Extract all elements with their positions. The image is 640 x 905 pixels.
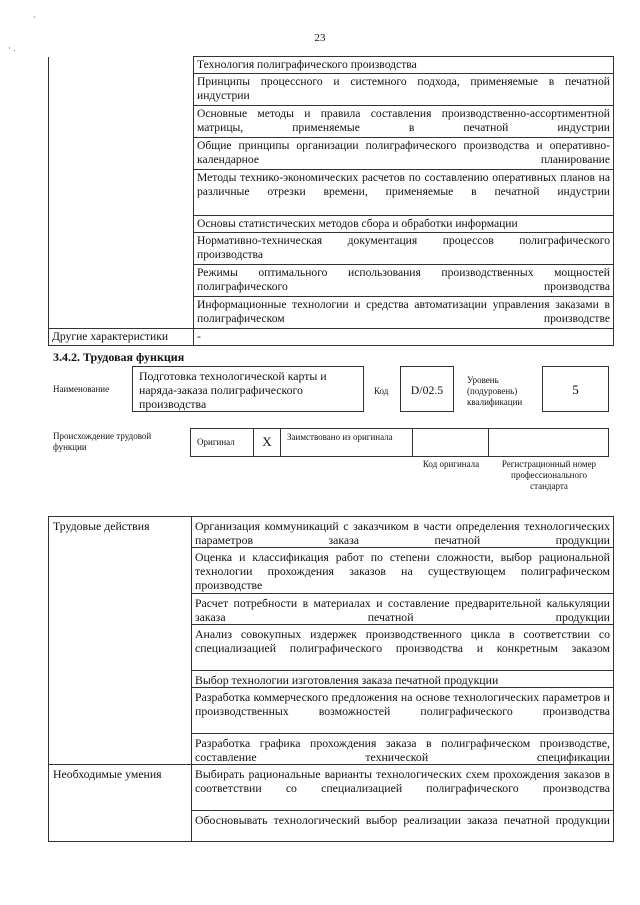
- labor-action-item: Оценка и классификация работ по степени сложности, выбор рациональной технологии прохождения заказов на существующем полиграфическом производстве: [192, 548, 614, 594]
- code-box: D/02.5: [400, 366, 454, 412]
- knowledge-item: Информационные технологии и средства автоматизации управления заказами в полиграфическом производстве: [194, 297, 614, 329]
- name-label: Наименование: [53, 384, 110, 394]
- other-characteristics-label: Другие характеристики: [49, 329, 194, 346]
- section-heading: 3.4.2. Трудовая функция: [53, 350, 185, 364]
- skill-item: Обосновывать технологический выбор реализации заказа печатной продукции: [192, 811, 614, 842]
- borrowed-label: Заимствовано из оригинала: [280, 428, 413, 457]
- knowledge-item: Общие принципы организации полиграфического производства и оперативно-календарное планирование: [194, 138, 614, 170]
- function-name-box: Подготовка технологической карты и наряда-заказа полиграфического производства: [132, 366, 364, 412]
- page-number: 23: [314, 32, 326, 44]
- labor-action-item: Организация коммуникаций с заказчиком в части определения технологических параметров заказа печатной продукции: [192, 517, 614, 548]
- labor-action-item: Разработка графика прохождения заказа в полиграфическом производстве, составление технической спецификации: [192, 734, 614, 765]
- skills-label: Необходимые умения: [49, 765, 192, 842]
- knowledge-item: Принципы процессного и системного подхода, применяемые в печатной индустрии: [194, 74, 614, 106]
- knowledge-item: Режимы оптимального использования производственных мощностей полиграфического производства: [194, 265, 614, 297]
- labor-action-item: Расчет потребности в материалах и составление предварительной калькуляции заказа печатной продукции: [192, 594, 614, 625]
- level-box: 5: [542, 366, 609, 412]
- scan-speck: · .: [8, 43, 16, 53]
- skill-item: Выбирать рациональные варианты технологических схем прохождения заказов в соответствии со специализацией полиграфического производства: [192, 765, 614, 811]
- registration-number-box: [488, 428, 609, 457]
- original-mark: X: [253, 428, 281, 457]
- empty-left-cell: [49, 57, 194, 329]
- scan-speck: `: [33, 15, 36, 25]
- knowledge-item: Нормативно-техническая документация процессов полиграфического производства: [194, 233, 614, 265]
- original-code-caption: Код оригинала: [422, 459, 480, 469]
- labor-actions-label: Трудовые действия: [49, 517, 192, 765]
- labor-action-item: Выбор технологии изготовления заказа печатной продукции: [192, 671, 614, 688]
- code-label: Код: [374, 386, 389, 396]
- labor-function-table: [48, 516, 614, 842]
- knowledge-item: Основы статистических методов сбора и обработки информации: [194, 216, 614, 233]
- other-characteristics-value: -: [194, 329, 614, 346]
- registration-number-caption: Регистрационный номер профессионального стандарта: [501, 459, 597, 491]
- knowledge-table: [48, 56, 614, 346]
- labor-action-item: Разработка коммерческого предложения на основе технологических параметров и производственных возможностей полиграфического производства: [192, 688, 614, 734]
- labor-action-item: Анализ совокупных издержек производственного цикла в соответствии со специализацией полиграфического производства и конкретным заказом: [192, 625, 614, 671]
- origin-label: Происхождение трудовой функции: [53, 431, 152, 452]
- knowledge-item: Технология полиграфического производства: [194, 57, 614, 74]
- knowledge-item: Основные методы и правила составления производственно-ассортиментной матрицы, применяемые в печатной индустрии: [194, 106, 614, 138]
- original-label: Оригинал: [190, 428, 254, 457]
- original-code-box: [412, 428, 489, 457]
- knowledge-item: Методы технико-экономических расчетов по составлению оперативных планов на различные отрезки времени, применяемые в печатной индустрии: [194, 170, 614, 216]
- level-label: Уровень (подуровень) квалификации: [467, 375, 523, 407]
